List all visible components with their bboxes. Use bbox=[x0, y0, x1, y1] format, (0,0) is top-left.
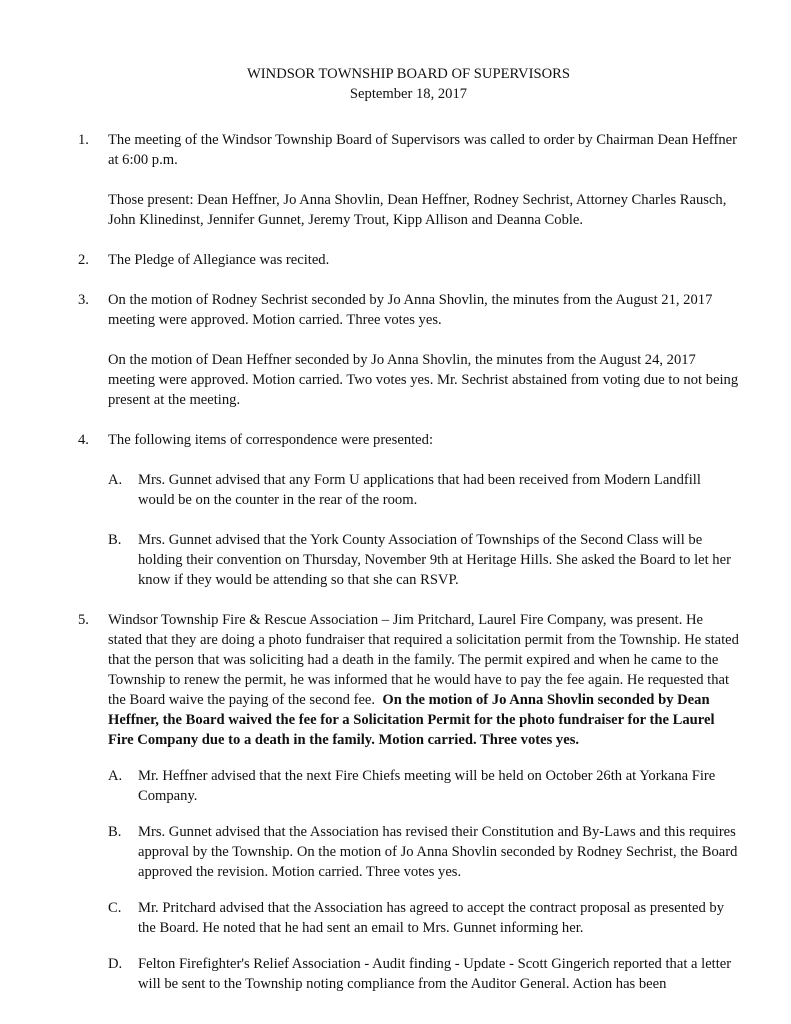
document-header bbox=[78, 64, 739, 104]
sub-item-letter: D. bbox=[108, 956, 123, 972]
agenda-item-5 bbox=[78, 610, 739, 994]
sub-item-c bbox=[108, 898, 739, 938]
agenda-item-2 bbox=[78, 250, 739, 270]
item-number: 1. bbox=[78, 132, 89, 148]
fire-rescue-motion: On the motion of Jo Anna Shovlin seconded by Dean Heffner, the Board waived the fee for a Solicitation Permit for the photo fundraiser for the Laurel Fire Company due to a death in the family. Motion carried. Three votes yes. bbox=[108, 692, 715, 748]
sub-item-b bbox=[108, 822, 739, 882]
sub-item-a bbox=[108, 766, 739, 806]
fire-rescue-plain: Windsor Township Fire & Rescue Association – Jim Pritchard, Laurel Fire Company, was present. He stated that they are doing a photo fundraiser that required a solicitation permit from the Township. He stated that the person that was soliciting had a death in the family. The permit expired and when he came to the Township to renew the permit, he was informed that he would have to pay the fee again. He requested that the Board waive the paying of the second fee. bbox=[108, 612, 739, 708]
pledge-text: The Pledge of Allegiance was recited. bbox=[108, 252, 330, 268]
call-to-order-text: The meeting of the Windsor Township Board of Supervisors was called to order by Chairman Dean Heffner at 6:00 p.m. bbox=[108, 132, 738, 168]
meeting-date: September 18, 2017 bbox=[349, 86, 468, 102]
item-number: 5. bbox=[78, 612, 89, 628]
sub-item-text: Mr. Heffner advised that the next Fire Chiefs meeting will be held on October 26th at Yorkana Fire Company. bbox=[138, 768, 716, 804]
sub-item-text: Mr. Pritchard advised that the Association has agreed to accept the contract proposal as presented by the Board. He noted that he had sent an email to Mrs. Gunnet informing her. bbox=[138, 900, 724, 936]
sub-item-letter: B. bbox=[108, 824, 122, 840]
sub-item-d bbox=[108, 954, 739, 994]
fire-rescue-text bbox=[108, 610, 739, 750]
attendees-text: Those present: Dean Heffner, Jo Anna Shovlin, Dean Heffner, Rodney Sechrist, Attorney Charles Rausch, John Klinedinst, Jennifer Gunnet, Jeremy Trout, Kipp Allison and Deanna Coble. bbox=[108, 192, 727, 228]
sub-item-text: Mrs. Gunnet advised that the Association has revised their Constitution and By-Laws and this requires approval by the Township. On the motion of Jo Anna Shovlin seconded by Rodney Sechrist, the Board approved the revision. Motion carried. Three votes yes. bbox=[138, 824, 738, 880]
item-number: 4. bbox=[78, 432, 89, 448]
sub-item-letter: B. bbox=[108, 532, 122, 548]
sub-item-text: Felton Firefighter's Relief Association - Audit finding - Update - Scott Gingerich reported that a letter will be sent to the Township noting compliance from the Auditor General. Action has been bbox=[138, 956, 732, 992]
sub-item-a bbox=[108, 470, 739, 510]
sub-item-letter: A. bbox=[108, 472, 123, 488]
minutes-approval-text: On the motion of Rodney Sechrist seconded by Jo Anna Shovlin, the minutes from the August 21, 2017 meeting were approved. Motion carried. Three votes yes. bbox=[108, 292, 713, 328]
document-title: WINDSOR TOWNSHIP BOARD OF SUPERVISORS bbox=[247, 66, 570, 82]
sub-item-letter: C. bbox=[108, 900, 122, 916]
agenda-item-1 bbox=[78, 130, 739, 230]
item-number: 2. bbox=[78, 252, 89, 268]
sub-item-letter: A. bbox=[108, 768, 123, 784]
item-number: 3. bbox=[78, 292, 89, 308]
sub-item-b bbox=[108, 530, 739, 590]
minutes-approval-text-2: On the motion of Dean Heffner seconded by Jo Anna Shovlin, the minutes from the August 24, 2017 meeting were approved. Motion carried. Two votes yes. Mr. Sechrist abstained from voting due to not being present at the meeting. bbox=[108, 352, 739, 408]
agenda-item-3 bbox=[78, 290, 739, 410]
correspondence-intro: The following items of correspondence were presented: bbox=[108, 432, 433, 448]
sub-item-text: Mrs. Gunnet advised that the York County Association of Townships of the Second Class will be holding their convention on Thursday, November 9th at Heritage Hills. She asked the Board to let her know if they would be attending so that she can RSVP. bbox=[138, 532, 731, 588]
sub-item-text: Mrs. Gunnet advised that any Form U applications that had been received from Modern Landfill would be on the counter in the rear of the room. bbox=[138, 472, 701, 508]
agenda-item-4 bbox=[78, 430, 739, 590]
